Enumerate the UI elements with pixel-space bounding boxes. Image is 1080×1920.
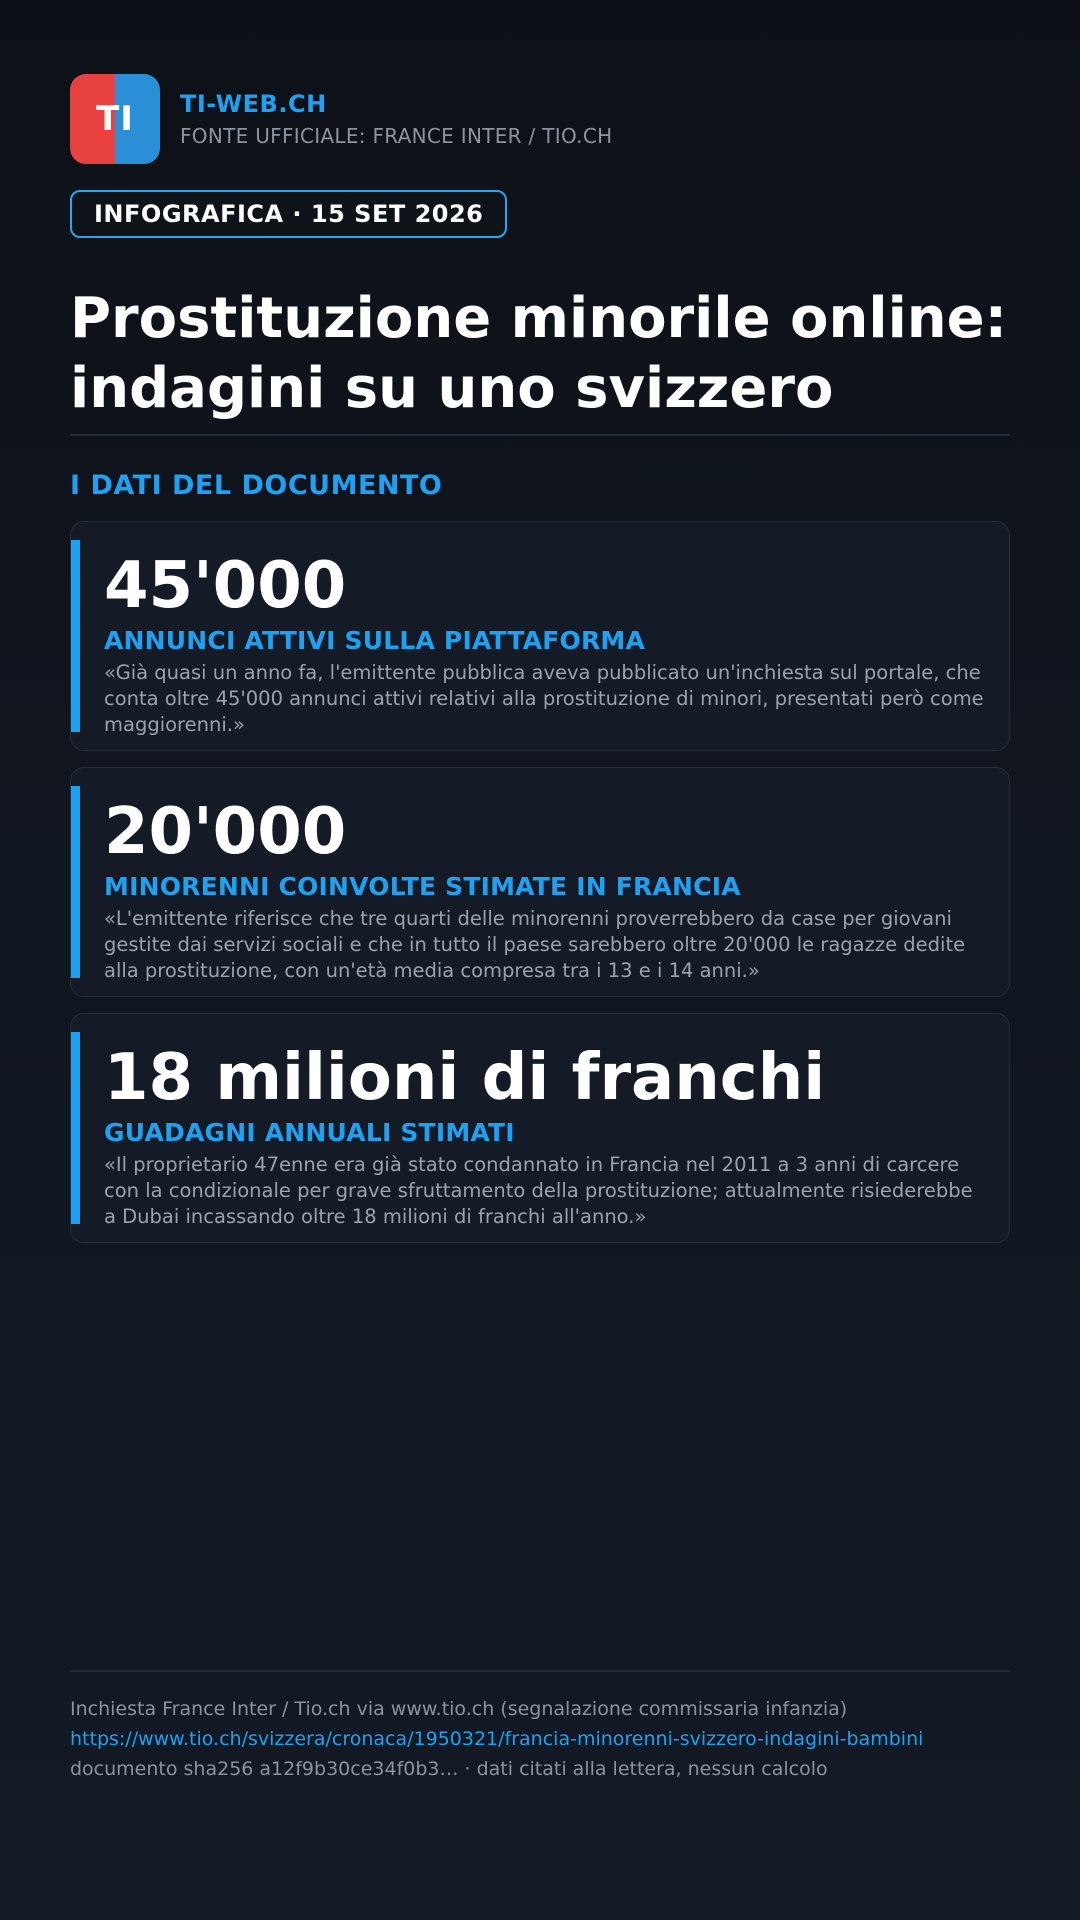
title-line-1: Prostituzione minorile online: <box>70 286 1008 351</box>
stat-value: 20'000 <box>104 795 347 869</box>
stat-card-listings <box>70 521 1010 751</box>
card-accent-bar <box>71 1032 80 1224</box>
card-accent-bar <box>71 786 80 978</box>
footer-source: Inchiesta France Inter / Tio.ch via www.tio.ch (segnalazione commissaria infanzia) <box>70 1698 848 1720</box>
stat-label: MINORENNI COINVOLTE STIMATE IN FRANCIA <box>104 872 741 901</box>
stat-value: 18 milioni di franchi <box>104 1041 826 1115</box>
stat-card-earnings <box>70 1013 1010 1243</box>
footer-divider <box>70 1670 1010 1672</box>
brand-header <box>70 74 612 164</box>
infographic-page <box>70 0 1010 1920</box>
stat-quote: «Già quasi un anno fa, l'emittente pubblica aveva pubblicato un'inchiesta sul portale, che conta oltre 45'000 annunci attivi relativi alla prostituzione di minori, presentati però come maggiorenni.» <box>104 661 984 736</box>
stat-value: 45'000 <box>104 549 347 623</box>
brand-source: FONTE UFFICIALE: FRANCE INTER / TIO.CH <box>180 124 613 148</box>
infographic-date-badge: INFOGRAFICA · 15 SET 2026 <box>70 190 507 238</box>
divider <box>70 434 1010 436</box>
footer <box>70 1694 1010 1784</box>
title-line-2: indagini su uno svizzero <box>70 356 834 421</box>
footer-hash-note: documento sha256 a12f9b30ce34f0b3… · dati citati alla lettera, nessun calcolo <box>70 1758 828 1780</box>
stat-quote: «Il proprietario 47enne era già stato condannato in Francia nel 2011 a 3 anni di carcere con la condizionale per grave sfruttamento della prostituzione; attualmente risiederebbe a Dubai incassando oltre 18 milioni di franchi all'anno.» <box>104 1153 973 1228</box>
brand-name: TI-WEB.CH <box>180 90 327 118</box>
card-accent-bar <box>71 540 80 732</box>
stat-card-minors <box>70 767 1010 997</box>
page-title <box>70 284 1010 424</box>
section-heading: I DATI DEL DOCUMENTO <box>70 470 443 501</box>
footer-source-link[interactable]: https://www.tio.ch/svizzera/cronaca/1950321/francia-minorenni-svizzero-indagini-bambini <box>70 1728 924 1750</box>
stat-label: ANNUNCI ATTIVI SULLA PIATTAFORMA <box>104 626 646 655</box>
stat-label: GUADAGNI ANNUALI STIMATI <box>104 1118 515 1147</box>
stat-quote: «L'emittente riferisce che tre quarti delle minorenni proverrebbero da case per giovani gestite dai servizi sociali e che in tutto il paese sarebbero oltre 20'000 le ragazze dedite alla prostituzione, con un'età media compresa tra i 13 e i 14 anni.» <box>104 907 966 982</box>
logo-text: TI <box>96 99 134 139</box>
brand-logo <box>70 74 160 164</box>
